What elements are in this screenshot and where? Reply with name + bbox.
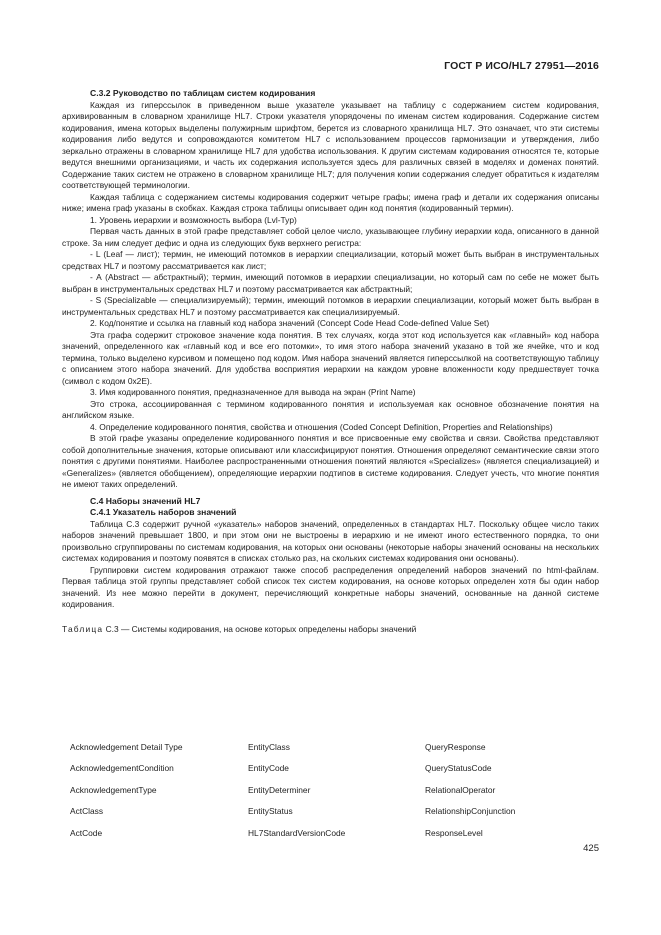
section-c4-title: С.4 Наборы значений HL7 xyxy=(90,495,201,506)
paragraph: Каждая таблица с содержанием системы кодирования содержит четыре графы; имена граф и детали их содержания описаны ниже; имена граф указаны в скобках. Каждая строка таблицы описывает один код понятия (кодированный термин). xyxy=(62,191,599,213)
table-cell[interactable]: ActClass xyxy=(70,806,104,817)
table-cell[interactable]: RelationalOperator xyxy=(425,784,496,795)
paragraph: Каждая из гиперссылок в приведенном выше указателе указывает на таблицу с содержанием систем кодирования, архивированным в словарном хранилище HL7. Строки указателя упорядочены по именам систем кодирования. Содержание систем кодирования, имена которых выделены полужирным шрифтом, берется из словарного хранилища HL7. Это означает, что эти системы кодирования либо ведутся и сопровождаются комитетом HL7 с использованием процессов гармонизации и утверждения, либо зеркально отражены в словарном хранилище HL7 для удобства использования. К другим системам кодирования относятся те, которые ведутся внешними организациями, и часть их содержания используется здесь для различных связей в моделях и доменах понятий. Содержание таких систем не отражено в словарном хранилище HL7; для получения копии содержания следует обратиться к издателям соответствующей терминологии. xyxy=(62,99,599,190)
page-number: 425 xyxy=(583,843,599,854)
list-subitem: - S (Specializable — специализируемый); термин, имеющий потомков в иерархии специализации, который может быть выбран в инструментальных средствах HL7 и поэтому рассматривается как специализируемый. xyxy=(62,295,599,317)
table-caption xyxy=(62,624,599,636)
table-cell[interactable]: EntityStatus xyxy=(248,806,293,817)
section-c41-title: С.4.1 Указатель наборов значений xyxy=(90,507,237,517)
list-subitem: - L (Leaf — лист); термин, не имеющий потомков в иерархии специализации, который может быть выбран в инструментальных средствах HL7 и поэтому рассматривается как лист; xyxy=(62,249,599,271)
paragraph: Это строка, ассоциированная с термином кодированного понятия и используемая как основное обозначение понятия на английском языке. xyxy=(62,398,599,420)
paragraph: Первая часть данных в этой графе представляет собой целое число, указывающее глубину иерархии кода, описанного в данной строке. За ним следует дефис и одна из следующих букв верхнего регистра: xyxy=(62,226,599,248)
table-cell[interactable]: ActCode xyxy=(70,827,103,838)
table-cell[interactable]: EntityCode xyxy=(248,763,289,774)
table-cell[interactable]: AcknowledgementType xyxy=(70,784,157,795)
section-c32-title: С.3.2 Руководство по таблицам систем кодирования xyxy=(90,88,316,98)
paragraph: В этой графе указаны определение кодированного понятия и все присвоенные ему свойства и связи. Свойства представляют собой дополнительные значения, которые описывают или классифицируют понятия. Отношения определяют семантические связи этого понятия с другими понятиями. Наиболее распространенными отношения понятий являются «Specializes» (является специализацией) и «Generalizes» (является обобщением), определяющие иерархии подтипов в системе кодирования. Следует учесть, что многие понятия не имеют таких определений. xyxy=(62,433,599,489)
table-row xyxy=(62,779,599,801)
table-cell[interactable]: HL7StandardVersionCode xyxy=(248,827,346,838)
table-caption-label: Таблица xyxy=(62,623,104,634)
list-item-title: 2. Код/понятие и ссылка на главный код набора значений (Concept Code Head Code-defined Value Set) xyxy=(90,318,490,328)
paragraph: Группировки систем кодирования отражают также способ распределения определений наборов значений по html-файлам. Первая таблица этой группы представляет собой список тех систем кодирования, на основе которых определен хотя бы один набор значений. Из нее можно перейти в документ, перечисляющий конкретные наборы значений, основанные на данной системе кодирования. xyxy=(62,564,599,609)
table-cell[interactable]: EntityClass xyxy=(248,741,290,752)
document-body xyxy=(62,88,599,635)
document-standard-header: ГОСТ Р ИСО/HL7 27951—2016 xyxy=(444,60,599,72)
table-cell[interactable]: Acknowledgement Detail Type xyxy=(70,741,183,752)
table-cell[interactable]: QueryStatusCode xyxy=(425,763,492,774)
table-row xyxy=(62,758,599,780)
list-subitem: - А (Abstract — абстрактный); термин, имеющий потомков в иерархии специализации, но который сам по себе не может быть выбран в инструментальных средствах HL7 и поэтому рассматривается как абстрактный; xyxy=(62,272,599,294)
list-item-title: 4. Определение кодированного понятия, свойства и отношения (Coded Concept Definition, Properties and Relationships) xyxy=(90,421,553,432)
coding-systems-table xyxy=(62,736,599,844)
paragraph: Таблица С.3 содержит ручной «указатель» наборов значений, определенных в стандартах HL7. Поскольку общее число таких наборов значений превышает 1800, и при этом они не выстроены в иерархию и не имеют иного естественного порядка, то они произвольно сгруппированы по системам кодирования, на которых они основаны (некоторые наборы значений основаны на нескольких системах кодирования и поэтому появятся в списках столько раз, на скольких системах кодирования они основаны). xyxy=(62,518,599,563)
table-cell[interactable]: EntityDeterminer xyxy=(248,784,311,795)
table-row xyxy=(62,801,599,823)
paragraph: Эта графа содержит строковое значение кода понятия. В тех случаях, когда этот код используется как «главный» код набора значений, определенного как «главный код и все его потомки», то имя этого набора значений указано в той же ячейке, что и код термина, только выделено курсивом и помещено под кодом. Имя набора значений является гиперссылкой на соответствующую таблицу с описанием этого набора значений. Для удобства восприятия иерархии на каждом уровне вложенности коду предшествует точка (символ с кодом 0x2E). xyxy=(62,329,599,386)
table-row xyxy=(62,822,599,844)
table-cell[interactable]: QueryResponse xyxy=(425,741,486,752)
table-cell[interactable]: AcknowledgementCondition xyxy=(70,763,174,774)
list-item-title: 1. Уровень иерархии и возможность выбора (Lvl-Typ) xyxy=(90,214,297,225)
table-caption-text: С.3 — Системы кодирования, на основе которых определены наборы значений xyxy=(105,623,417,634)
table-row xyxy=(62,736,599,758)
table-cell[interactable]: ResponseLevel xyxy=(425,827,483,838)
list-item-title: 3. Имя кодированного понятия, предназначенное для вывода на экран (Print Name) xyxy=(90,387,416,397)
table-cell[interactable]: RelationshipConjunction xyxy=(425,806,516,817)
